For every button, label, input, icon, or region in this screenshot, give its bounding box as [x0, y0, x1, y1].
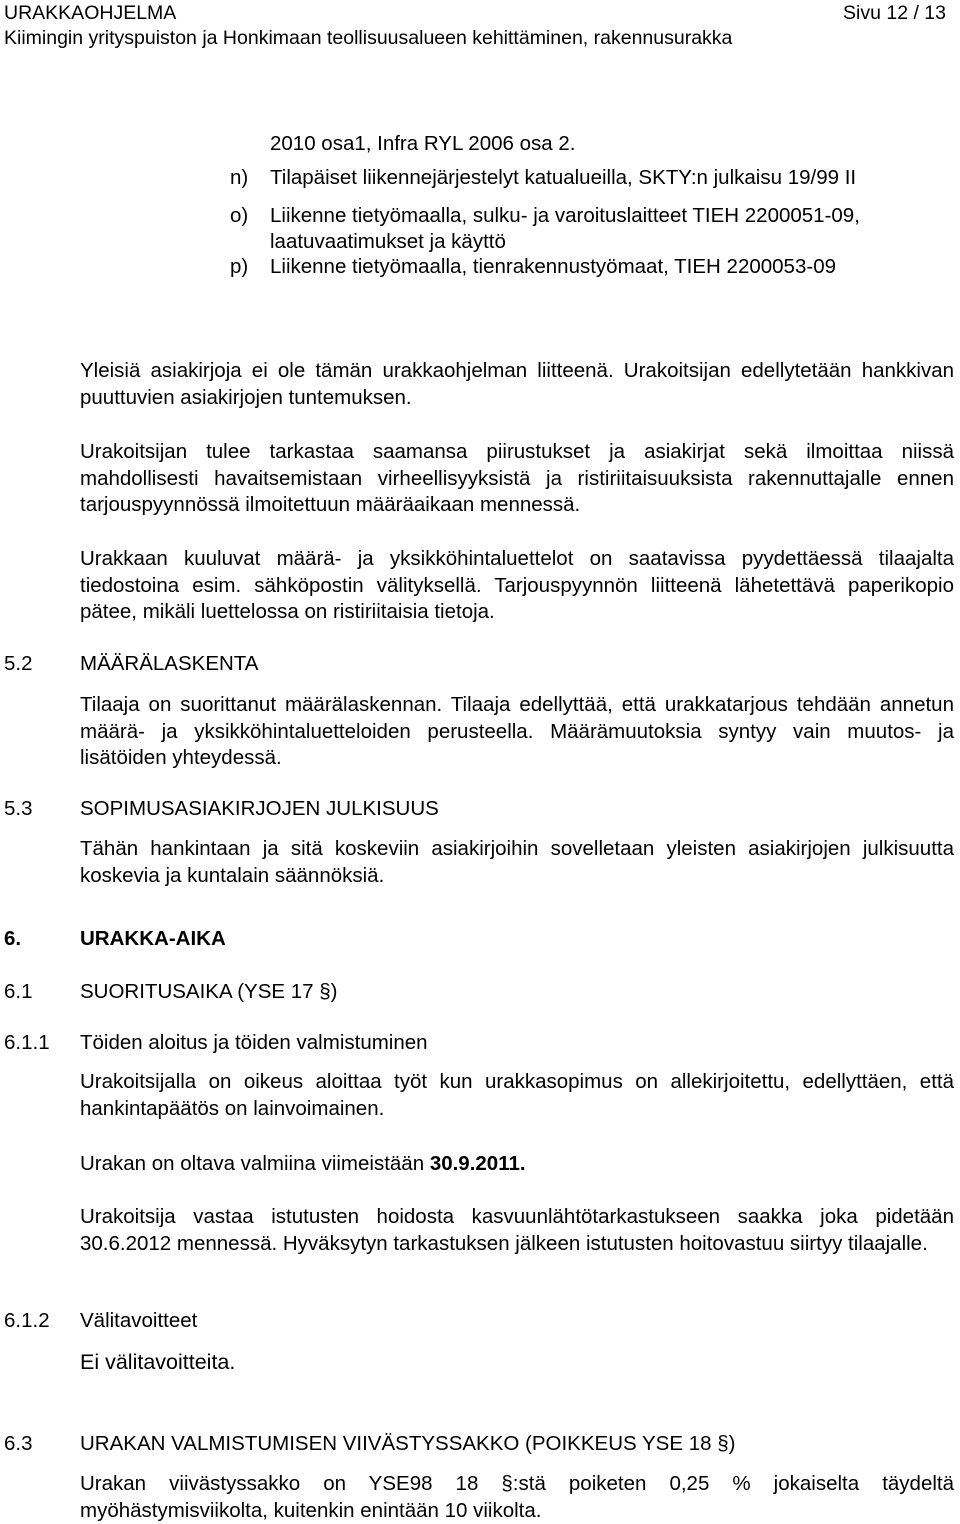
list-marker-o: o) [230, 204, 249, 227]
header-page-number: Sivu 12 / 13 [843, 2, 946, 24]
heading-5-2-title: MÄÄRÄLASKENTA [80, 652, 259, 675]
paragraph-planting-maintenance: Urakoitsija vastaa istutusten hoidosta kasvuunlähtötarkastukseen saakka joka pidetään 30.6.2012 mennessä. Hyväksytyn tarkastuksen jälkeen istutusten hoitovastuu siirtyy tilaajalle. [80, 1205, 954, 1255]
heading-6-1-2-title: Välitavoitteet [80, 1309, 198, 1332]
paragraph-check-drawings: Urakoitsijan tulee tarkastaa saamansa piirustukset ja asiakirjat sekä ilmoittaa niissä mahdollisesti havaitsemistaan virheellisyyksistä ja ristiriitaisuuksista rakennuttajalle ennen tarjouspyynnössä ilmoitettuun määräaikaan mennessä. [80, 440, 954, 516]
paragraph-general-documents: Yleisiä asiakirjoja ei ole tämän urakkaohjelman liitteenä. Urakoitsijan edellytetään hankkivan puuttuvien asiakirjojen tuntemuksen. [80, 359, 954, 409]
heading-6-1-1-number: 6.1.1 [4, 1031, 50, 1054]
heading-5-3-title: SOPIMUSASIAKIRJOJEN JULKISUUS [80, 797, 439, 820]
list-marker-n: n) [230, 166, 249, 189]
list-item-n: Tilapäiset liikennejärjestelyt katualueilla, SKTY:n julkaisu 19/99 II [270, 166, 857, 189]
completion-date: 30.9.2011. [429, 1152, 526, 1175]
paragraph-delay-penalty: Urakan viivästyssakko on YSE98 18 §:stä poiketen 0,25 % jokaiselta täydeltä myöhästymisviikolta, kuitenkin enintään 10 viikolta. [80, 1472, 954, 1522]
paragraph-start-of-work: Urakoitsijalla on oikeus aloittaa työt kun urakkasopimus on allekirjoitettu, edellyttäen, että hankintapäätös on lainvoimainen. [80, 1070, 954, 1120]
list-marker-p: p) [230, 255, 249, 278]
header-project-title: Kiimingin yrityspuiston ja Honkimaan teollisuusalueen kehittäminen, rakennusurakka [4, 27, 733, 49]
heading-6-3-number: 6.3 [4, 1432, 33, 1455]
heading-6-1-number: 6.1 [4, 980, 33, 1003]
list-continuation: 2010 osa1, Infra RYL 2006 osa 2. [270, 132, 576, 155]
heading-6-1-1-title: Töiden aloitus ja töiden valmistuminen [80, 1031, 428, 1054]
heading-6-3-title: URAKAN VALMISTUMISEN VIIVÄSTYSSAKKO (POIKKEUS YSE 18 §) [80, 1432, 736, 1455]
heading-6-1-title: SUORITUSAIKA (YSE 17 §) [80, 980, 338, 1003]
paragraph-publicity: Tähän hankintaan ja sitä koskeviin asiakirjoihin sovelletaan yleisten asiakirjojen julkisuutta koskevia ja kuntalain säännöksiä. [80, 837, 954, 887]
paragraph-price-lists: Urakkaan kuuluvat määrä- ja yksikköhintaluettelot on saatavissa pyydettäessä tilaajalta tiedostoina esim. sähköpostin välityksellä. Tarjouspyynnön liitteenä lähetettävä paperikopio pätee, mikäli luettelossa on ristiriitaisia tietoja. [80, 547, 954, 623]
paragraph-no-milestones: Ei välitavoitteita. [80, 1350, 236, 1374]
header-doc-type: URAKKAOHJELMA [4, 2, 177, 24]
paragraph-quantity-calculation: Tilaaja on suorittanut määrälaskennan. Tilaaja edellyttää, että urakkatarjous tehdään annetun määrä- ja yksikköhintaluetteloiden perusteella. Määrämuutoksia syntyy vain muutos- ja lisätöiden yhteydessä. [80, 693, 954, 769]
heading-6-title: URAKKA-AIKA [80, 927, 226, 950]
heading-5-2-number: 5.2 [4, 652, 33, 675]
list-item-o-line2: laatuvaatimukset ja käyttö [270, 230, 506, 253]
heading-5-3-number: 5.3 [4, 797, 33, 820]
list-item-p: Liikenne tietyömaalla, tienrakennustyömaat, TIEH 2200053-09 [270, 255, 836, 278]
paragraph-completion-date [80, 1151, 526, 1177]
list-item-o-line1: Liikenne tietyömaalla, sulku- ja varoituslaitteet TIEH 2200051-09, [270, 204, 860, 227]
heading-6-number: 6. [4, 927, 22, 950]
heading-6-1-2-number: 6.1.2 [4, 1309, 50, 1332]
completion-date-prefix: Urakan on oltava valmiina viimeistään [80, 1152, 430, 1175]
